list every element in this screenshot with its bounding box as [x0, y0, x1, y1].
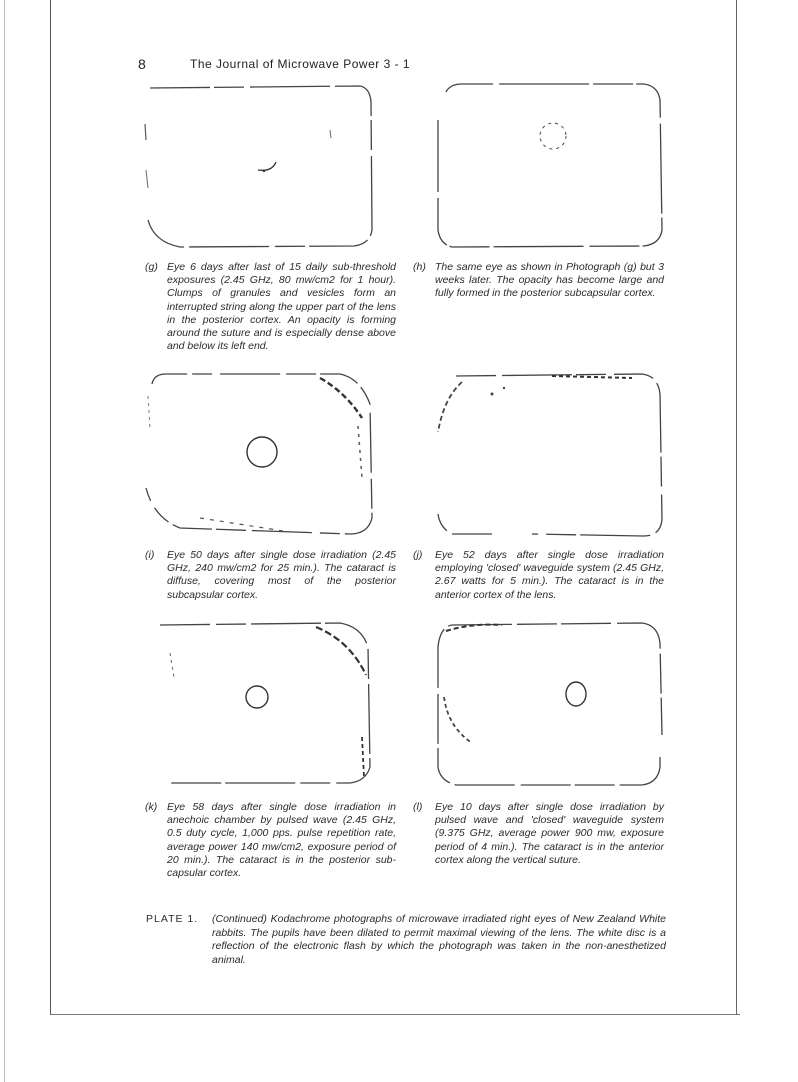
caption-i [145, 549, 396, 602]
caption-letter: (l) [413, 801, 423, 813]
caption-text: Eye 58 days after single dose irradiation in anechoic chamber by pulsed wave (2.45 GHz, 0.5 duty cycle, 1,000 pps. pulse repetition rate, average power 140 mw/cm2, exposure period of 20 min.). The cataract is in the posterior sub-capsular cortex. [167, 801, 396, 880]
caption-k [145, 801, 396, 880]
plate-caption [146, 913, 666, 967]
photo-j [432, 368, 668, 540]
caption-text: Eye 52 days after single dose irradiation employing 'closed' waveguide system (2.45 GHz, 2.67 watts for 5 min.). The cataract is in the anterior cortex of the lens. [435, 549, 664, 601]
photo-g [140, 80, 376, 252]
photo-l [432, 617, 668, 789]
caption-text: The same eye as shown in Photograph (g) but 3 weeks later. The opacity has become large and fully formed in the posterior subcapsular cortex. [435, 261, 664, 300]
caption-text: Eye 50 days after single dose irradiation (2.45 GHz, 240 mw/cm2 for 25 min.). The cataract is diffuse, covering most of the posterior subcapsular cortex. [167, 549, 396, 601]
caption-letter: (h) [413, 261, 426, 273]
photo-i [140, 368, 376, 540]
page-number: 8 [138, 56, 147, 72]
page-edge-bottom [50, 1014, 740, 1015]
caption-l [413, 801, 664, 867]
scan-edge-left [4, 0, 5, 1082]
caption-letter: (j) [413, 549, 423, 561]
caption-letter: (i) [145, 549, 155, 561]
plate-label: PLATE 1. [146, 913, 199, 925]
page-edge-left [50, 0, 51, 1015]
caption-text: Eye 10 days after single dose irradiation by pulsed wave and 'closed' waveguide system (9.375 GHz, average power 900 mw, exposure period of 4 min.). The cataract is in the anterior cortex along the vertical suture. [435, 801, 664, 866]
caption-letter: (g) [145, 261, 158, 273]
journal-title: The Journal of Microwave Power 3 - 1 [190, 57, 411, 71]
caption-h [413, 261, 664, 301]
caption-j [413, 549, 664, 602]
caption-text: Eye 6 days after last of 15 daily sub-threshold exposures (2.45 GHz, 80 mw/cm2 for 1 hour). Clumps of granules and vesicles form an interrupted string along the upper part of the lens in the posterior cortex. An opacity is forming around the suture and is especially dense above and below its left end. [167, 261, 396, 353]
caption-g [145, 261, 396, 353]
photo-h [432, 80, 668, 252]
page-edge-right [736, 0, 737, 1015]
caption-letter: (k) [145, 801, 158, 813]
photo-k [140, 617, 376, 789]
plate-caption-text: (Continued) Kodachrome photographs of microwave irradiated right eyes of New Zealand White rabbits. The pupils have been dilated to permit maximal viewing of the lens. The white disc is a reflection of the electronic flash by which the photograph was taken in the non-anesthetized animal. [212, 913, 666, 966]
